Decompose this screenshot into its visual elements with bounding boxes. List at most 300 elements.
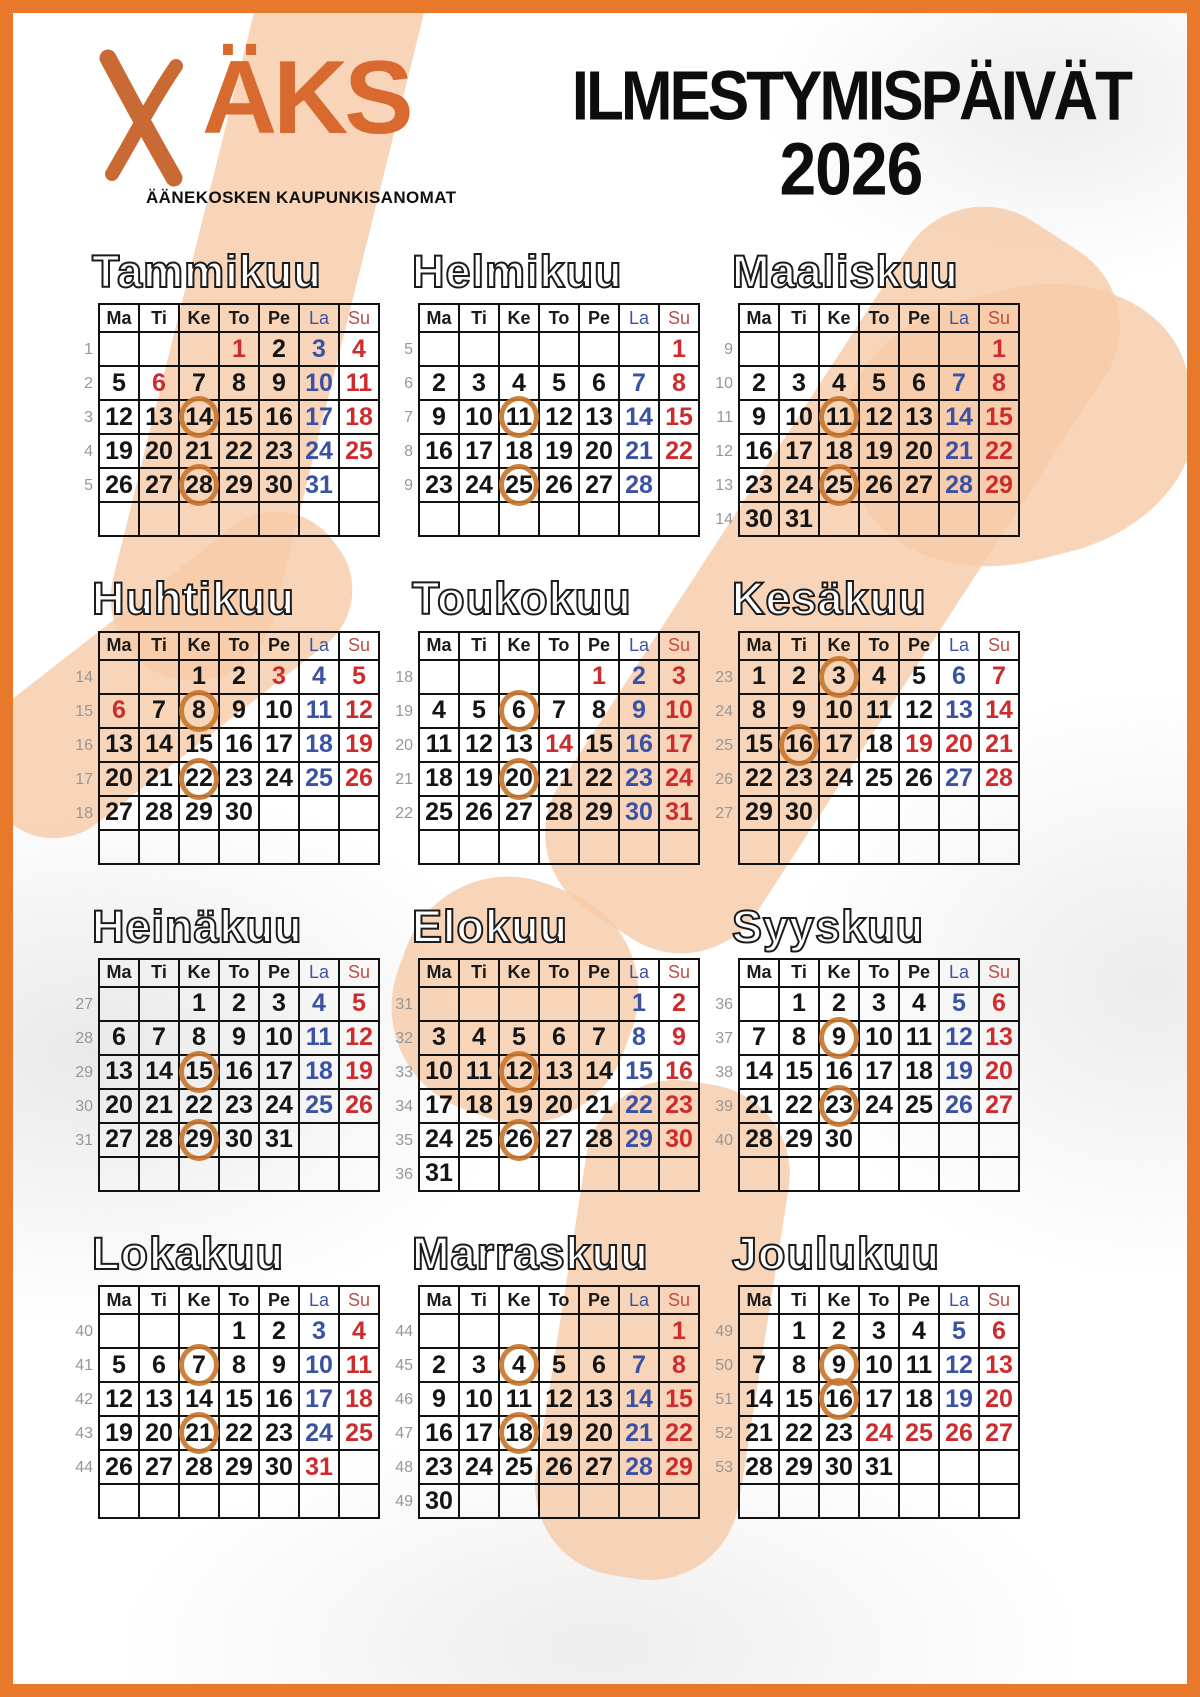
month-calendar [392, 631, 698, 865]
day-cell-9 [220, 695, 260, 729]
day-cell-1 [660, 333, 700, 367]
day-cell-25 [300, 763, 340, 797]
month-title: Tammikuu [92, 246, 322, 297]
month-calendar [712, 631, 1018, 865]
day-cell-26 [940, 1417, 980, 1451]
day-cell-18 [300, 729, 340, 763]
day-number: 11 [505, 402, 533, 431]
day-number: 23 [665, 1091, 693, 1120]
week-number: 45 [395, 1357, 413, 1374]
day-cell-empty [500, 1485, 540, 1519]
day-header-to: To [540, 305, 580, 333]
day-number: 2 [632, 662, 646, 690]
day-cell-5 [100, 1349, 140, 1383]
week-number: 44 [395, 1323, 413, 1340]
day-cell-10 [660, 695, 700, 729]
day-number: 22 [785, 1091, 813, 1120]
day-number: 27 [505, 798, 533, 826]
week-number [392, 503, 418, 537]
day-number: 12 [465, 730, 493, 758]
day-number: 9 [672, 1023, 686, 1052]
day-cell-30 [820, 1124, 860, 1158]
day-cell-14 [740, 1056, 780, 1090]
day-number: 7 [752, 1023, 766, 1052]
day-header-ma: Ma [100, 1287, 140, 1315]
month-toukokuu [392, 575, 698, 864]
day-cell-19 [100, 1417, 140, 1451]
day-cell-19 [340, 729, 380, 763]
day-cell-23 [260, 1417, 300, 1451]
day-number: 19 [945, 1057, 973, 1086]
day-header-ke: Ke [180, 305, 220, 333]
month-calendar [712, 958, 1018, 1192]
day-header-ke: Ke [820, 960, 860, 988]
day-cell-empty [100, 1315, 140, 1349]
week-number: 40 [715, 1131, 733, 1149]
day-number: 29 [185, 798, 213, 826]
day-cell-13 [900, 401, 940, 435]
day-number: 9 [272, 368, 286, 397]
day-cell-empty [620, 503, 660, 537]
month-title: Elokuu [412, 900, 569, 952]
week-number-column [72, 1285, 98, 1519]
day-cell-13 [500, 729, 540, 763]
day-cell-7 [180, 367, 220, 401]
day-number: 23 [225, 764, 253, 792]
day-number: 23 [825, 1091, 853, 1120]
day-cell-empty [260, 1485, 300, 1519]
day-cell-1 [780, 988, 820, 1022]
day-number: 25 [345, 1418, 373, 1447]
day-number: 21 [585, 1091, 613, 1120]
day-cell-29 [220, 1451, 260, 1485]
day-cell-31 [780, 503, 820, 537]
week-column-spacer [72, 958, 98, 988]
poster-header [0, 0, 1200, 240]
day-cell-30 [260, 469, 300, 503]
day-cell-20 [500, 763, 540, 797]
day-number: 7 [952, 368, 966, 397]
day-cell-5 [540, 367, 580, 401]
day-cell-3 [460, 367, 500, 401]
week-number-column [392, 631, 418, 865]
day-cell-9 [220, 1022, 260, 1056]
day-number: 12 [945, 1350, 973, 1379]
day-header-ti: Ti [140, 633, 180, 661]
day-cell-empty [420, 333, 460, 367]
day-cell-23 [220, 763, 260, 797]
day-cell-29 [620, 1124, 660, 1158]
day-number: 22 [745, 764, 773, 792]
week-number-column [712, 1285, 738, 1519]
day-number: 8 [792, 1023, 806, 1052]
day-cell-6 [580, 1349, 620, 1383]
day-number: 10 [665, 696, 693, 724]
day-number: 23 [745, 470, 773, 499]
day-cell-empty [220, 1485, 260, 1519]
day-cell-27 [900, 469, 940, 503]
day-number: 8 [672, 368, 686, 397]
day-cell-empty [620, 831, 660, 865]
day-grid [418, 631, 700, 865]
day-number: 3 [472, 1350, 486, 1379]
day-number: 8 [592, 696, 606, 724]
day-number: 2 [832, 1316, 846, 1345]
week-number: 9 [724, 341, 733, 359]
day-number: 22 [665, 436, 693, 465]
day-cell-empty [740, 1485, 780, 1519]
day-number: 3 [312, 1316, 326, 1345]
day-cell-30 [780, 797, 820, 831]
day-number: 13 [585, 402, 613, 431]
day-cell-empty [900, 503, 940, 537]
day-cell-17 [460, 1417, 500, 1451]
week-number: 18 [395, 668, 413, 686]
day-cell-18 [460, 1090, 500, 1124]
day-header-ma: Ma [740, 960, 780, 988]
week-number [712, 1485, 738, 1519]
day-number: 16 [665, 1057, 693, 1086]
day-cell-21 [140, 1090, 180, 1124]
day-cell-5 [900, 661, 940, 695]
day-cell-8 [580, 695, 620, 729]
day-number: 24 [825, 764, 853, 792]
day-number: 20 [585, 1418, 613, 1447]
day-cell-29 [580, 797, 620, 831]
week-number-column [72, 303, 98, 537]
day-header-su: Su [980, 633, 1020, 661]
day-cell-29 [980, 469, 1020, 503]
day-cell-12 [900, 695, 940, 729]
day-number: 20 [105, 1091, 133, 1120]
day-cell-13 [980, 1349, 1020, 1383]
day-cell-6 [980, 1315, 1020, 1349]
day-cell-24 [300, 1417, 340, 1451]
day-cell-empty [460, 503, 500, 537]
day-number: 27 [585, 1452, 613, 1481]
day-cell-empty [860, 333, 900, 367]
day-cell-empty [740, 333, 780, 367]
day-cell-26 [100, 1451, 140, 1485]
month-heinäkuu [72, 900, 378, 1192]
day-header-pe: Pe [260, 305, 300, 333]
day-cell-25 [420, 797, 460, 831]
day-number: 19 [545, 1418, 573, 1447]
day-cell-11 [300, 695, 340, 729]
week-number: 24 [715, 702, 733, 720]
day-cell-23 [740, 469, 780, 503]
day-cell-2 [420, 1349, 460, 1383]
day-number: 12 [345, 696, 373, 724]
day-number: 5 [552, 368, 566, 397]
month-calendar [72, 303, 378, 537]
day-cell-13 [540, 1056, 580, 1090]
day-header-su: Su [340, 633, 380, 661]
day-number: 26 [545, 470, 573, 499]
day-cell-empty [660, 831, 700, 865]
day-number: 20 [905, 436, 933, 465]
day-cell-5 [860, 367, 900, 401]
day-cell-4 [340, 1315, 380, 1349]
day-cell-15 [660, 401, 700, 435]
day-cell-24 [460, 469, 500, 503]
day-number: 14 [585, 1057, 613, 1086]
day-cell-7 [540, 695, 580, 729]
day-cell-11 [460, 1056, 500, 1090]
day-number: 21 [145, 764, 173, 792]
week-column-spacer [392, 1285, 418, 1315]
day-grid [418, 958, 700, 1192]
day-number: 13 [145, 1384, 173, 1413]
day-header-su: Su [980, 960, 1020, 988]
day-header-la: La [300, 1287, 340, 1315]
day-number: 3 [832, 662, 846, 690]
day-cell-11 [420, 729, 460, 763]
day-number: 27 [105, 1125, 133, 1154]
day-number: 29 [625, 1125, 653, 1154]
day-cell-empty [620, 1315, 660, 1349]
day-cell-16 [780, 729, 820, 763]
day-cell-19 [540, 1417, 580, 1451]
day-number: 3 [272, 662, 286, 690]
week-number: 21 [395, 770, 413, 788]
day-number: 11 [905, 1023, 933, 1052]
day-number: 22 [185, 764, 213, 792]
month-kesäkuu [712, 575, 1018, 864]
week-number: 50 [715, 1357, 733, 1374]
day-number: 17 [425, 1091, 453, 1120]
day-header-ma: Ma [740, 1287, 780, 1315]
day-number: 10 [305, 368, 333, 397]
day-number: 21 [185, 436, 213, 465]
day-cell-8 [620, 1022, 660, 1056]
day-number: 4 [472, 1023, 486, 1052]
day-grid [418, 1285, 700, 1519]
day-number: 4 [912, 1316, 926, 1345]
day-number: 25 [905, 1091, 933, 1120]
day-cell-20 [580, 1417, 620, 1451]
day-cell-2 [820, 1315, 860, 1349]
day-cell-8 [780, 1022, 820, 1056]
week-number: 14 [75, 668, 93, 686]
day-cell-7 [740, 1022, 780, 1056]
day-number: 8 [632, 1023, 646, 1052]
day-cell-22 [220, 1417, 260, 1451]
week-number: 33 [395, 1063, 413, 1081]
day-number: 16 [625, 730, 653, 758]
day-cell-3 [300, 1315, 340, 1349]
day-cell-27 [580, 1451, 620, 1485]
day-cell-1 [220, 1315, 260, 1349]
day-cell-5 [940, 988, 980, 1022]
day-number: 3 [872, 989, 886, 1018]
day-cell-6 [500, 695, 540, 729]
day-header-ti: Ti [780, 305, 820, 333]
day-cell-12 [500, 1056, 540, 1090]
day-number: 24 [425, 1125, 453, 1154]
month-title: Helmikuu [412, 246, 623, 297]
day-cell-23 [620, 763, 660, 797]
week-number [392, 831, 418, 865]
day-header-to: To [540, 960, 580, 988]
day-cell-4 [300, 988, 340, 1022]
week-number: 4 [84, 443, 93, 461]
day-cell-empty [100, 1158, 140, 1192]
day-header-pe: Pe [900, 633, 940, 661]
day-cell-12 [940, 1349, 980, 1383]
day-number: 12 [105, 402, 133, 431]
day-number: 1 [192, 989, 206, 1018]
day-number: 23 [265, 1418, 293, 1447]
day-number: 9 [792, 696, 806, 724]
day-cell-3 [260, 661, 300, 695]
day-number: 12 [505, 1057, 533, 1086]
day-cell-9 [660, 1022, 700, 1056]
day-number: 12 [345, 1023, 373, 1052]
week-number: 46 [395, 1391, 413, 1408]
day-number: 3 [872, 1316, 886, 1345]
day-number: 27 [105, 798, 133, 826]
day-cell-8 [220, 1349, 260, 1383]
day-cell-empty [660, 469, 700, 503]
day-number: 4 [352, 334, 366, 363]
day-cell-22 [780, 1417, 820, 1451]
day-cell-empty [780, 831, 820, 865]
week-number-column [712, 958, 738, 1192]
day-cell-7 [140, 695, 180, 729]
day-grid [738, 1285, 1020, 1519]
day-header-ke: Ke [180, 960, 220, 988]
day-number: 10 [425, 1057, 453, 1086]
week-number: 20 [395, 736, 413, 754]
day-number: 4 [912, 989, 926, 1018]
day-header-to: To [860, 305, 900, 333]
day-number: 17 [865, 1057, 893, 1086]
month-calendar [392, 1285, 698, 1519]
day-cell-5 [940, 1315, 980, 1349]
day-cell-14 [940, 401, 980, 435]
day-cell-7 [180, 1349, 220, 1383]
day-cell-30 [420, 1485, 460, 1519]
day-cell-empty [780, 1485, 820, 1519]
day-header-to: To [540, 1287, 580, 1315]
day-cell-9 [420, 401, 460, 435]
day-number: 22 [985, 436, 1013, 465]
day-grid [418, 303, 700, 537]
day-header-ma: Ma [420, 633, 460, 661]
day-number: 15 [785, 1057, 813, 1086]
day-cell-21 [940, 435, 980, 469]
month-elokuu [392, 900, 698, 1192]
day-number: 1 [592, 662, 606, 690]
week-column-spacer [712, 958, 738, 988]
day-cell-22 [660, 435, 700, 469]
day-number: 18 [905, 1384, 933, 1413]
day-number: 8 [992, 368, 1006, 397]
day-cell-20 [540, 1090, 580, 1124]
day-number: 29 [745, 798, 773, 826]
day-cell-28 [580, 1124, 620, 1158]
day-cell-13 [140, 1383, 180, 1417]
day-cell-30 [740, 503, 780, 537]
day-number: 28 [985, 764, 1013, 792]
day-cell-empty [140, 1315, 180, 1349]
day-number: 10 [785, 402, 813, 431]
day-number: 28 [585, 1125, 613, 1154]
day-number: 12 [865, 402, 893, 431]
day-number: 21 [625, 436, 653, 465]
day-cell-18 [420, 763, 460, 797]
day-number: 24 [265, 764, 293, 792]
day-cell-empty [820, 831, 860, 865]
day-cell-31 [300, 1451, 340, 1485]
day-cell-empty [980, 1451, 1020, 1485]
day-number: 31 [865, 1452, 893, 1481]
day-header-ma: Ma [100, 633, 140, 661]
day-cell-31 [300, 469, 340, 503]
month-calendar [712, 303, 1018, 537]
day-cell-4 [900, 988, 940, 1022]
day-cell-3 [260, 988, 300, 1022]
day-cell-empty [580, 1158, 620, 1192]
day-header-ke: Ke [180, 1287, 220, 1315]
day-number: 22 [625, 1091, 653, 1120]
day-number: 7 [592, 1023, 606, 1052]
day-cell-4 [420, 695, 460, 729]
day-number: 19 [105, 1418, 133, 1447]
day-header-su: Su [660, 960, 700, 988]
day-cell-empty [980, 1485, 1020, 1519]
day-cell-1 [180, 988, 220, 1022]
day-cell-9 [820, 1349, 860, 1383]
day-number: 13 [505, 730, 533, 758]
day-cell-9 [260, 1349, 300, 1383]
day-header-ke: Ke [500, 960, 540, 988]
day-number: 15 [665, 402, 693, 431]
day-cell-6 [580, 367, 620, 401]
day-cell-empty [300, 1124, 340, 1158]
day-number: 7 [992, 662, 1006, 690]
day-cell-20 [140, 1417, 180, 1451]
day-cell-empty [260, 1158, 300, 1192]
day-header-ke: Ke [500, 305, 540, 333]
day-cell-empty [300, 1158, 340, 1192]
day-header-to: To [540, 633, 580, 661]
day-number: 3 [312, 334, 326, 363]
day-cell-empty [940, 1451, 980, 1485]
day-number: 16 [425, 436, 453, 465]
day-number: 16 [745, 436, 773, 465]
day-cell-17 [820, 729, 860, 763]
day-number: 20 [585, 436, 613, 465]
day-number: 8 [792, 1350, 806, 1379]
day-number: 30 [225, 798, 253, 826]
day-cell-12 [860, 401, 900, 435]
day-number: 9 [432, 402, 446, 431]
day-number: 17 [305, 1384, 333, 1413]
day-number: 11 [505, 1384, 533, 1413]
day-cell-18 [900, 1383, 940, 1417]
day-cell-12 [340, 695, 380, 729]
day-cell-empty [100, 831, 140, 865]
day-number: 11 [305, 696, 333, 724]
day-cell-24 [260, 763, 300, 797]
week-number: 34 [395, 1097, 413, 1115]
day-cell-19 [860, 435, 900, 469]
day-number: 2 [432, 1350, 446, 1379]
day-cell-1 [220, 333, 260, 367]
day-header-ke: Ke [180, 633, 220, 661]
